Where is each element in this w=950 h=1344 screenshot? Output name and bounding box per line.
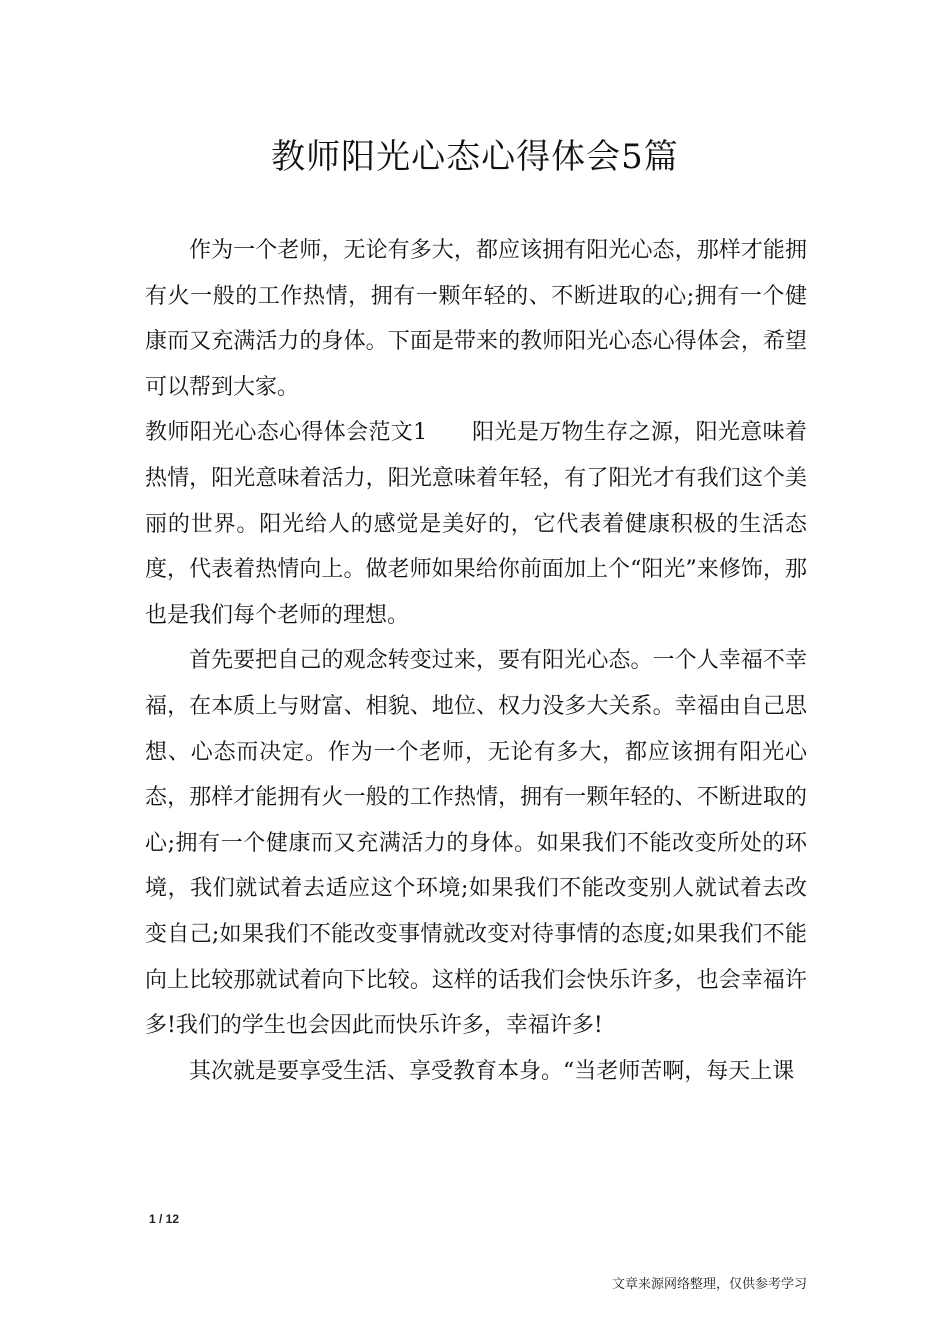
- paragraph-mindset: 首先要把自己的观念转变过来，要有阳光心态。一个人幸福不幸福，在本质上与财富、相貌、地位、权力没多大关系。幸福由自己思想、心态而决定。作为一个老师，无论有多大，都应该拥有阳光心态，那样才能拥有火一般的工作热情，拥有一颗年轻的、不断进取的心;拥有一个健康而又充满活力的身体。如果我们不能改变所处的环境，我们就试着去适应这个环境;如果我们不能改变别人就试着去改变自己;如果我们不能改变事情就改变对待事情的态度;如果我们不能向上比较那就试着向下比较。这样的话我们会快乐许多，也会幸福许多!我们的学生也会因此而快乐许多，幸福许多!: [145, 648, 807, 1039]
- page-number: 1 / 12: [149, 1212, 180, 1226]
- footer-note: 文章来源网络整理，仅供参考学习: [611, 1277, 807, 1292]
- paragraph-enjoy-life: 其次就是要享受生活、享受教育本身。“当老师苦啊，每天上课: [189, 1058, 795, 1084]
- paragraph-intro: 作为一个老师，无论有多大，都应该拥有阳光心态，那样才能拥有火一般的工作热情，拥有一颗年轻的、不断进取的心;拥有一个健康而又充满活力的身体。下面是带来的教师阳光心态心得体会，希望可以帮到大家。: [145, 238, 807, 400]
- document-body: [145, 228, 807, 1094]
- document-title: 教师阳光心态心得体会5篇: [271, 137, 679, 177]
- paragraph-essay-1: 教师阳光心态心得体会范文1 阳光是万物生存之源，阳光意味着热情，阳光意味着活力，阳光意味着年轻，有了阳光才有我们这个美丽的世界。阳光给人的感觉是美好的，它代表着健康积极的生活态度，代表着热情向上。做老师如果给你前面加上个“阳光”来修饰，那也是我们每个老师的理想。: [145, 420, 807, 628]
